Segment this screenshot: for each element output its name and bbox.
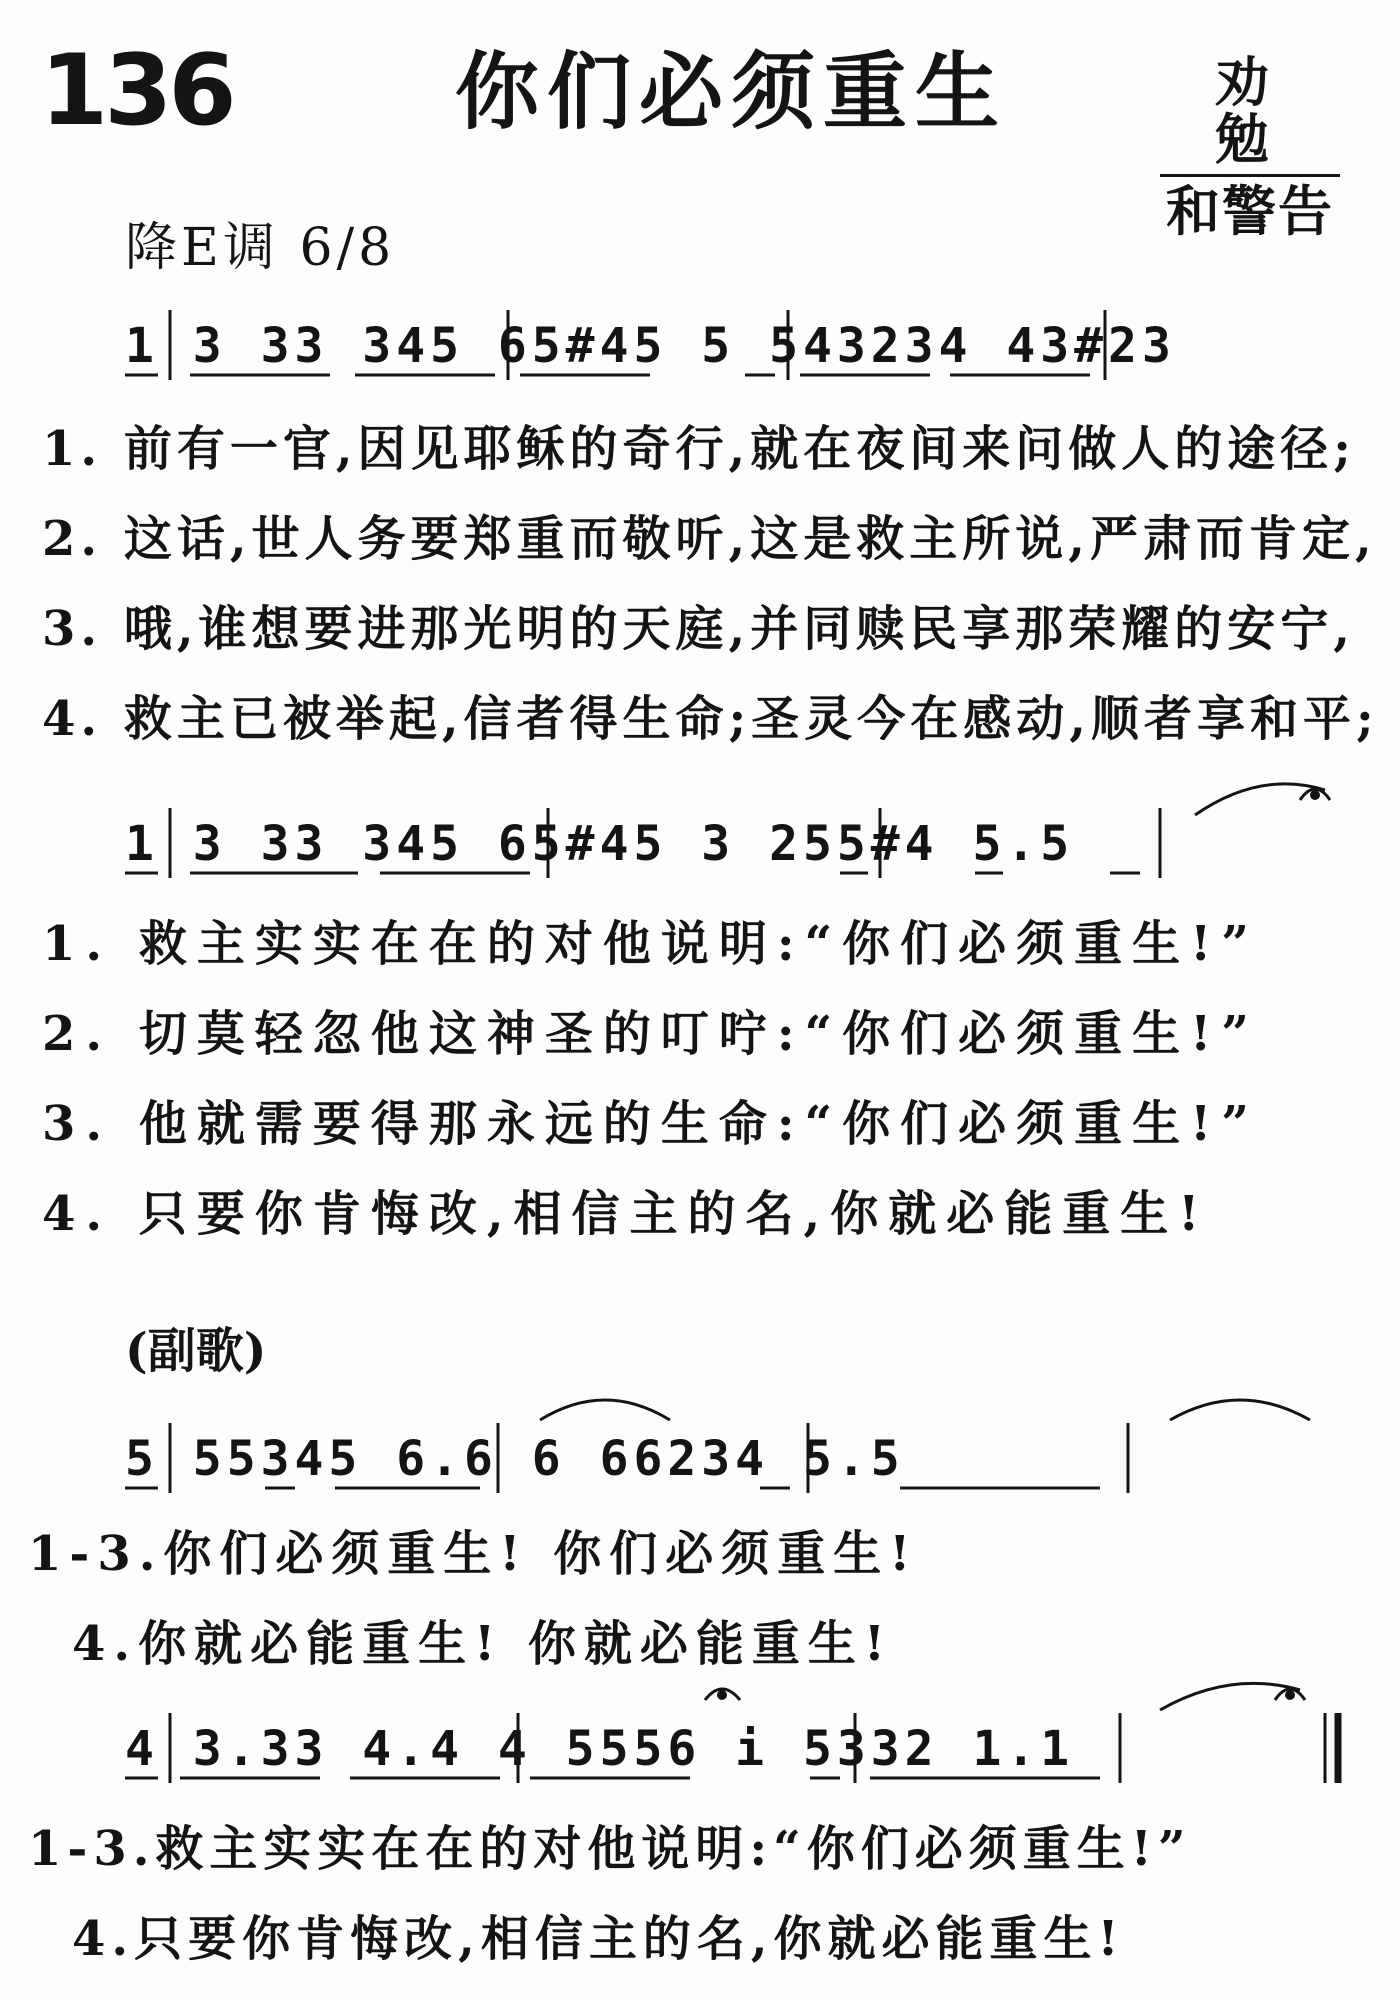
notation-line-chorus-a: 5 55345 6.6 6 66234 5.5 [125, 1431, 905, 1487]
chorus-lyric-line-2: 4.你就必能重生! 你就必能重生! [72, 1616, 893, 1672]
notation-line-chorus-b: 4 3.33 4.4 4 5556 i 5332 1.1 [125, 1721, 1075, 1777]
verse-lyric-line-1: 1. 前有一官,因见耶稣的奇行,就在夜间来问做人的途径; [42, 421, 1356, 477]
fermata-dot [717, 1690, 727, 1700]
hymn-title: 你们必须重生 [455, 43, 1008, 141]
slur [540, 1400, 670, 1420]
slur [1195, 784, 1325, 815]
hymn-number: 136 [40, 34, 233, 148]
chorus-lyric-line-1: 1-3.你们必须重生! 你们必须重生! [28, 1526, 919, 1582]
verse-lyric-line-3: 3. 哦,谁想要进那光明的天庭,并同赎民享那荣耀的安宁, [42, 601, 1355, 657]
notation-line-verse-b: 1 3 33 345 65#45 3 255#4 5.5 [125, 816, 1075, 872]
fermata-dot [1285, 1690, 1295, 1700]
refrain-lyric-line-1: 1. 救主实实在在的对他说明:“你们必须重生!” [42, 916, 1259, 972]
category-line-2: 和警告 [1166, 180, 1334, 244]
chorus-lyric-line-4: 4.只要你肯悔改,相信主的名,你就必能重生! [72, 1911, 1125, 1967]
slur [1170, 1400, 1310, 1420]
refrain-lyric-line-3: 3. 他就需要得那永远的生命:“你们必须重生!” [42, 1096, 1259, 1152]
chorus-label: (副歌) [125, 1323, 267, 1379]
verse-lyric-line-2: 2. 这话,世人务要郑重而敬听,这是救主所说,严肃而肯定, [42, 511, 1377, 567]
refrain-lyric-line-2: 2. 切莫轻忽他这神圣的叮咛:“你们必须重生!” [42, 1006, 1259, 1062]
verse-lyric-line-4: 4. 救主已被举起,信者得生命;圣灵今在感动,顺者享和平; [42, 691, 1379, 747]
key-signature: 降E调 6/8 [125, 218, 396, 278]
fermata-dot [1310, 790, 1320, 800]
refrain-lyric-line-4: 4. 只要你肯悔改,相信主的名,你就必能重生! [42, 1186, 1210, 1242]
chorus-lyric-line-3: 1-3.救主实实在在的对他说明:“你们必须重生!” [28, 1821, 1192, 1877]
notation-line-verse-a: 1 3 33 345 65#45 5 543234 43#23 [125, 318, 1176, 374]
category-line-1: 劝勉 [1160, 55, 1340, 177]
